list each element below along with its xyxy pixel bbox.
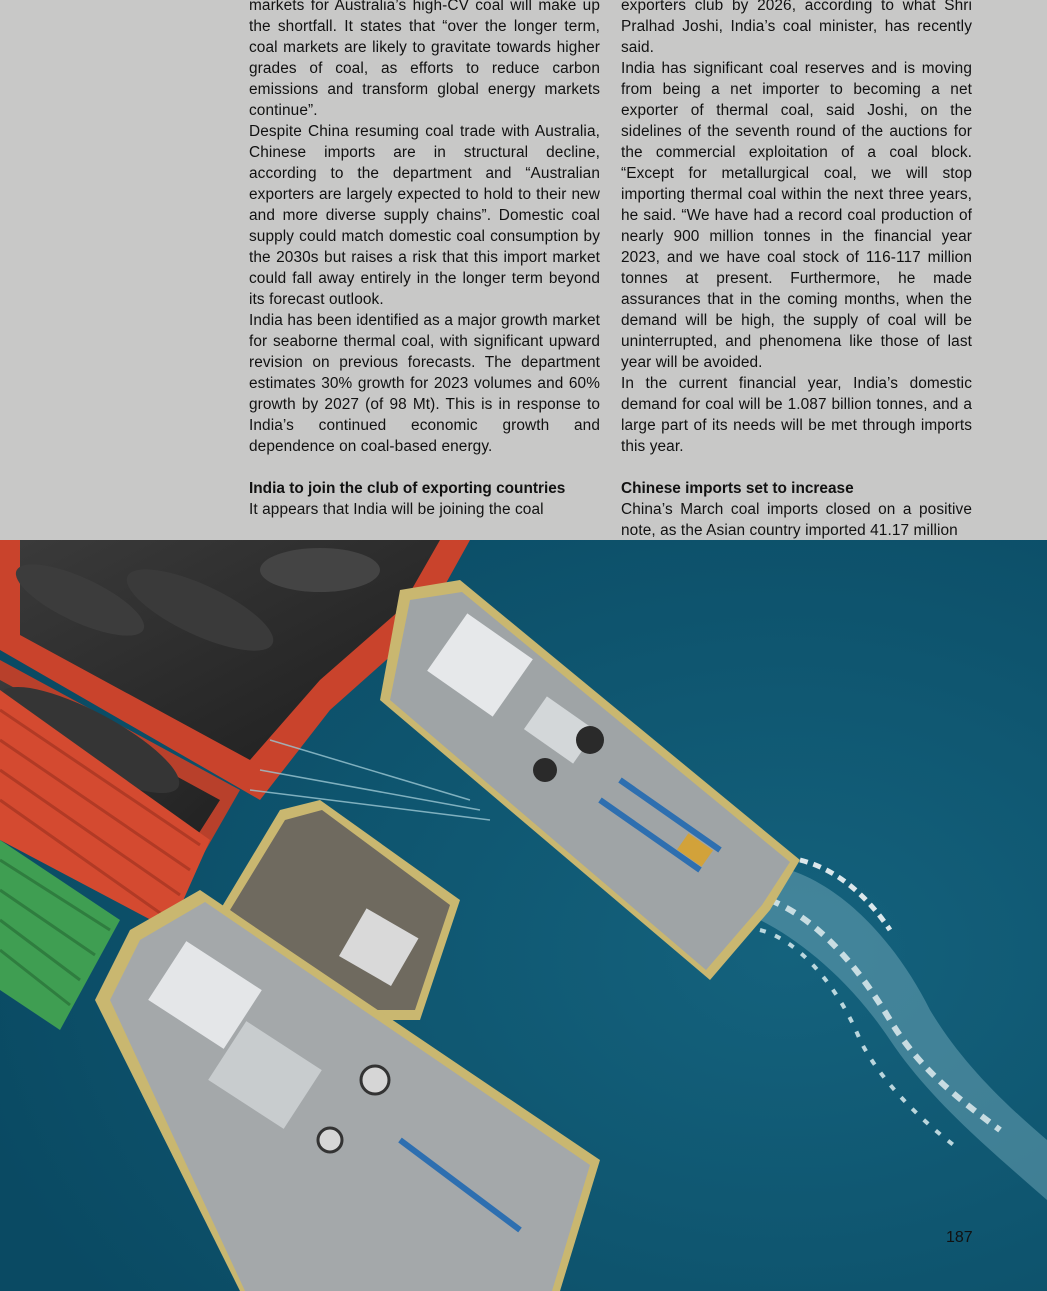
paragraph: Despite China resuming coal trade with Australia, Chinese imports are in structural decline, according to the department and “Australian exporters are largely expected to hold to their new and more diverse supply chains”. Domestic coal supply could match domestic coal consumption by the 2030s but raises a risk that this import market could fall away entirely in the longer term beyond its forecast outlook.	[249, 123, 600, 308]
paragraph: India has been identified as a major growth market for seaborne thermal coal, with significant upward revision on previous forecasts. The department estimates 30% growth for 2023 volumes and 60% growth by 2027 (of 98 Mt). This is in response to India’s continued economic growth and dependence on coal-based energy.	[249, 312, 600, 455]
section-heading: Chinese imports set to increase	[621, 480, 854, 497]
paragraph: China’s March coal imports closed on a positive note, as the Asian country imported 41.17 million	[621, 501, 972, 539]
page-number: 187	[946, 1229, 973, 1246]
paragraph: It appears that India will be joining the coal	[249, 501, 544, 518]
article-column-left	[249, 0, 600, 520]
section-heading: India to join the club of exporting countries	[249, 480, 566, 497]
paragraph: exporters club by 2026, according to what Shri Pralhad Joshi, India’s coal minister, has recently said.	[621, 0, 972, 56]
article-text-band	[0, 0, 1047, 540]
paragraph: In the current financial year, India’s domestic demand for coal will be 1.087 billion tonnes, and a large part of its needs will be met through imports this year.	[621, 375, 972, 455]
article-column-right	[621, 0, 972, 540]
aerial-photo-coal-barges	[0, 540, 1047, 1291]
paragraph: India has significant coal reserves and is moving from being a net importer to becoming a net exporter of thermal coal, said Joshi, on the sidelines of the seventh round of the auctions for the commercial exploitation of a coal block. “Except for metallurgical coal, we will stop importing thermal coal within the next three years, he said. “We have had a record coal production of nearly 900 million tonnes in the financial year 2023, and we have coal stock of 116-117 million tonnes at present. Furthermore, he made assurances that in the coming months, when the demand will be high, the supply of coal will be uninterrupted, and phenomena like those of last year will be avoided.	[621, 60, 972, 371]
photo-illustration	[0, 540, 1047, 1291]
paragraph: markets for Australia’s high-CV coal will make up the shortfall. It states that “over the longer term, coal markets are likely to gravitate towards higher grades of coal, as efforts to reduce carbon emissions and transform global energy markets continue”.	[249, 0, 600, 119]
